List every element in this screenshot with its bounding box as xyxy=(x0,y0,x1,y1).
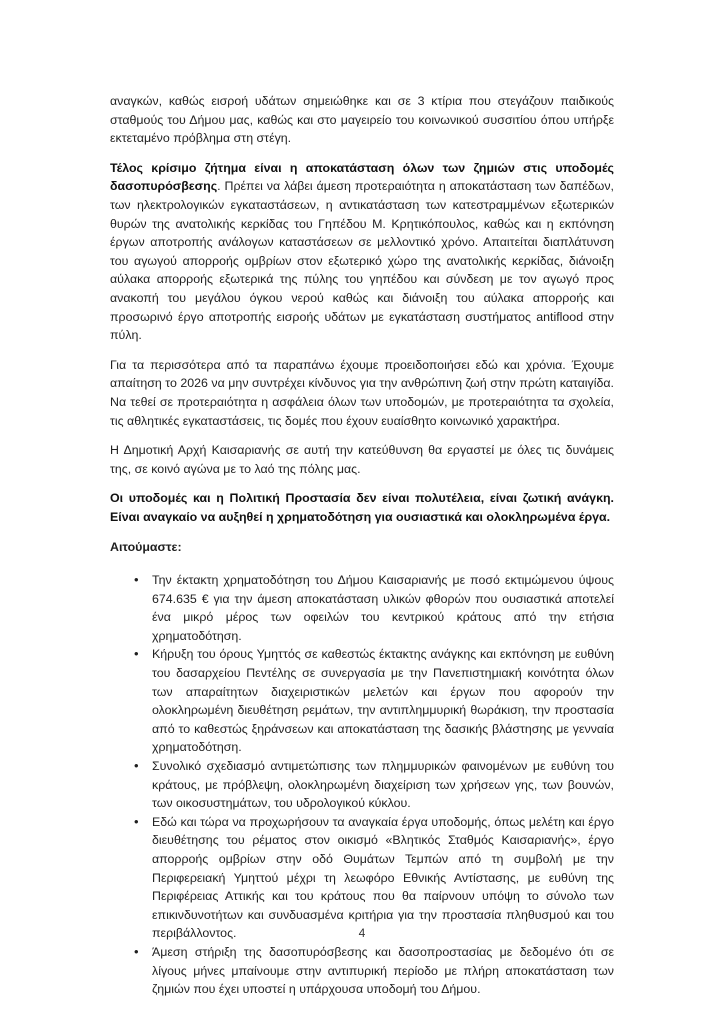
paragraph-fire-infrastructure xyxy=(110,159,614,345)
bullet-icon: • xyxy=(134,813,139,829)
list-item xyxy=(110,645,614,757)
paragraph-civil-protection-statement xyxy=(110,489,614,526)
list-item-text: Συνολικό σχεδιασμό αντιμετώπισης των πλημμυρικών φαινομένων με ευθύνη του κράτους, με πρόβλεψη, ολοκληρωμένη διαχείριση των χρήσεων γης, των βουνών, των οικοσυστημάτων, του υδρολογικού κύκλου. xyxy=(152,759,614,811)
bullet-icon: • xyxy=(134,572,139,588)
bullet-icon: • xyxy=(134,758,139,773)
paragraph-text: Για τα περισσότερα από τα παραπάνω έχουμε προειδοποιήσει εδώ και χρόνια. Έχουμε απαίτηση το 2026 να μην συντρέχει κίνδυνος για την ανθρώπινη ζωή στην πρώτη καταιγίδα. Να τεθεί σε προτεραιότητα η ασφάλεια όλων των υποδομών, με προτεραιότητα τα σχολεία, τις αθλητικές εγκαταστάσεις, τις δομές που έχουν ευαίσθητο κοινωνικό χαρακτήρα. xyxy=(110,357,614,428)
bullet-icon: • xyxy=(134,646,139,662)
page-number: 4 xyxy=(358,926,366,940)
bullet-icon: • xyxy=(134,943,139,959)
list-item-text: Κήρυξη του όρους Υμηττός σε καθεστώς έκτακτης ανάγκης και εκπόνηση με ευθύνη του δασαρχείου Πεντέλης σε συνεργασία με την Πανεπιστημιακή κοινότητα όλων των απαραίτητων διαχειριστικών μελετών και έργων που αφορούν την ολοκληρωμένη διευθέτηση ρεμάτων, την αντιπλημμυρική θωράκιση, την προστασία από το καθεστώς ξηράνσεων και αποκατάσταση της δασικής βλάστησης με γενναία χρηματοδότηση. xyxy=(152,647,614,755)
list-item xyxy=(110,943,614,999)
document-page xyxy=(110,92,614,999)
list-item-text: Εδώ και τώρα να προχωρήσουν τα αναγκαία έργα υποδομής, όπως μελέτη και έργο διευθέτησης του ρέματος στον οικισμό «Βλητικός Σταθμός Καισαριανής», έργο απορροής ομβρίων στην οδό Θυμάτων Τεμπών από τη συμβολή με την Περιφερειακή Υμηττού μέχρι τη λεωφόρο Εθνικής Αντίστασης, με ευθύνη της Περιφέρειας Αττικής και του κράτους που θα παίρνουν υπόψη το σύνολο των επικινδυνοτήτων και συνδυασμένα κριτήρια για την προστασία πληθυσμού και του περιβάλλοντος. xyxy=(152,814,614,941)
paragraph-text: . Πρέπει να λάβει άμεση προτεραιότητα η αποκατάσταση των δαπέδων, των ηλεκτρολογικών εγκαταστάσεων, η αντικατάσταση των κατεστραμμένων εξωτερικών θυρών της ανατολικής κερκίδας του Γηπέδου Μ. Κρητικόπουλος, καθώς και η εκπόνηση έργων αποτροπής ανάλογων καταστάσεων σε μελλοντικό χρόνο. Απαιτείται διαπλάτυνση του αγωγού απορροής ομβρίων στον εξωτερικό χώρο της ανατολικής κερκίδας, διάνοιξη αύλακα απορροής εξωτερικά της πύλης του γηπέδου και σύνδεση με τον αγωγό προς ανακοπή του μεγάλου όγκου νερού καθώς και διάνοιξη του αύλακα απορροής και προσωρινό έργο αποτροπής εισροής υδάτων με εγκατάσταση συστήματος antiflood στην πύλη. xyxy=(110,179,614,343)
paragraph-intro-continuation xyxy=(110,92,614,148)
list-item xyxy=(110,813,614,943)
paragraph-bold-lead: Οι υποδομές και η Πολιτική Προστασία δεν είναι πολυτέλεια, είναι ζωτική ανάγκη. Είναι αναγκαίο να αυξηθεί η χρηματοδότηση για ουσιαστικά και ολοκληρωμένα έργα. xyxy=(110,491,614,524)
requests-heading: Αιτούμαστε: xyxy=(110,540,182,555)
paragraph-text: Η Δημοτική Αρχή Καισαριανής σε αυτή την κατεύθυνση θα εργαστεί με όλες τις δυνάμεις της, σε κοινό αγώνα με το λαό της πόλης μας. xyxy=(110,443,614,476)
list-item-text: Άμεση στήριξη της δασοπυρόσβεσης και δασοπροστασίας με δεδομένο ότι σε λίγους μήνες μπαίνουμε στην αντιπυρική περίοδο με πλήρη αποκατάσταση των ζημιών που έχει υποστεί η υπάρχουσα υποδομή του Δήμου. xyxy=(152,944,614,997)
list-item-text: Την έκτακτη χρηματοδότηση του Δήμου Καισαριανής με ποσό εκτιμώμενου ύψους 674.635 € για την άμεση αποκατάσταση υλικών φθορών που ουσιαστικά αποτελεί ένα μικρό μέρος των οφειλών του κεντρικού κράτους από την ετήσια χρηματοδότηση. xyxy=(152,573,614,643)
paragraph-warnings xyxy=(110,356,614,430)
list-item xyxy=(110,571,614,645)
paragraph-municipal-authority xyxy=(110,441,614,478)
paragraph-bold-lead: Τέλος κρίσιμο ζήτημα είναι η αποκατάσταση όλων των ζημιών στις υποδομές δασοπυρόσβεσης xyxy=(110,160,614,194)
paragraph-text: αναγκών, καθώς εισροή υδάτων σημειώθηκε και σε 3 κτίρια που στεγάζουν παιδικούς σταθμούς του Δήμου μας, καθώς και στο μαγειρείο του κοινωνικού συσσιτίου όπου υπήρξε εκτεταμένο πρόβλημα στη στέγη. xyxy=(110,94,614,146)
list-item xyxy=(110,757,614,813)
